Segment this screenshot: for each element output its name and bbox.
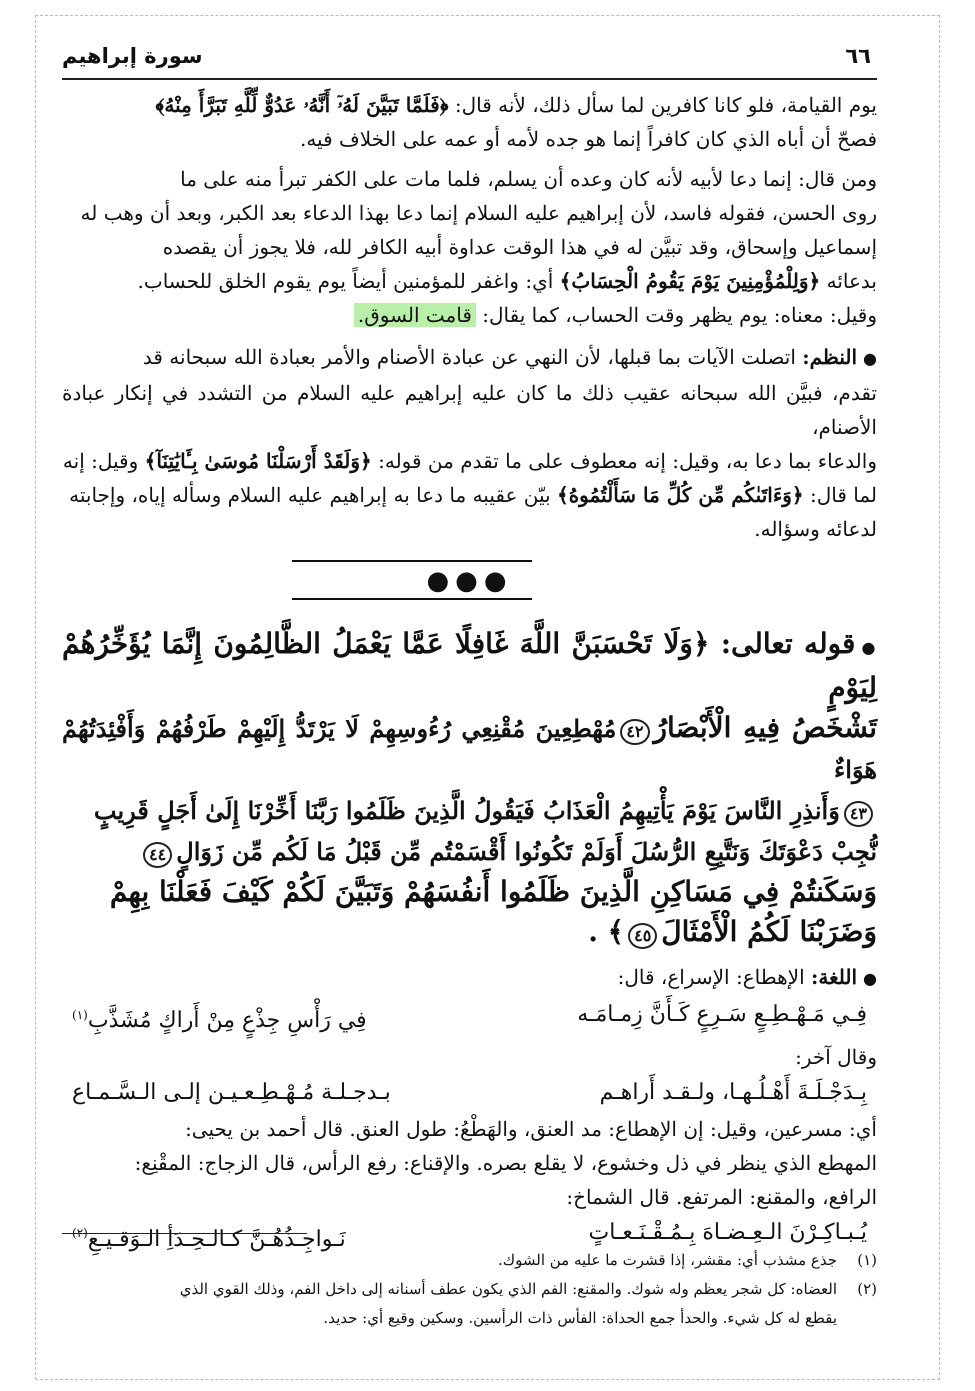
- footnote-number: [837, 1305, 877, 1332]
- text-span: بدعائه: [820, 269, 877, 293]
- verse-line: [62, 912, 877, 952]
- quran-quote: ﴿وَلَقَدْ أَرْسَلْنَا مُوسَىٰ بِـَٔايَٰتِنَآ﴾: [144, 449, 372, 473]
- text-line: [62, 960, 877, 996]
- footnote-text: العضاه: كل شجر يعظم وله شوك. والمقنع: الفم الذي يكون عطف أسنانه إلى داخل الفم، وذلك القوي الذي: [179, 1280, 837, 1298]
- text-line: فصحّ أن أباه الذي كان كافراً إنما هو جده لأمه أو عمه على الخلاف فيه.: [299, 127, 877, 151]
- commentary-top: [62, 80, 877, 332]
- page-number: ٦٦: [845, 44, 871, 68]
- text-line: تقدم، فبيَّن الله سبحانه عقيب ذلك ما كان عليه إبراهيم عليه السلام من التشدد في إنكار عبادة الأصنام،: [62, 381, 877, 439]
- bullet-icon: ●: [863, 349, 877, 368]
- book-page: [62, 38, 877, 1259]
- verse-text: ﴿وَلَا تَحْسَبَنَّ اللَّهَ غَافِلًا عَمَّا يَعْمَلُ الظَّالِمُونَ إِنَّمَا يُؤَخِّرُهُمْ لِيَوْمٍ: [62, 627, 877, 704]
- verse-text: وَضَرَبْنَا لَكُمُ الْأَمْثَالَ: [661, 915, 877, 948]
- section-divider: [62, 552, 877, 614]
- footnote-text: يقطع له كل شيء. والحدأ جمع الحداة: الفأس ذات الرأسين. وسكين وقيع أي: حديد.: [323, 1309, 837, 1327]
- text-span: وقيل: إنه: [62, 449, 145, 473]
- footnote-list: [62, 1233, 877, 1332]
- poem-verse: [62, 996, 877, 1040]
- poem-hemistich: [72, 996, 367, 1040]
- divider-dots: ●●●: [426, 566, 513, 596]
- surah-title: سورة إبراهيم: [62, 44, 203, 68]
- text-line: وقال آخر:: [795, 1045, 877, 1070]
- text-line: روى الحسن، فقوله فاسد، لأن إبراهيم عليه السلام إنما دعا بهذا الدعاء بعد الكبر، وبعد أن وهب له: [80, 201, 877, 225]
- text-line: [62, 264, 877, 298]
- text-line: [62, 478, 877, 512]
- section-label: قوله تعالى:: [720, 627, 856, 660]
- text-span: بيّن عقيبه ما دعا به إبراهيم عليه السلام وسأله إياه، وإجابته: [69, 483, 557, 507]
- verse-block: [62, 614, 877, 952]
- footnote-ref[interactable]: (٢): [72, 1226, 88, 1241]
- text-line: إسماعيل وإسحاق، وقد تبيَّن له في هذا الوقت عداوة أبيه الكافر لله، فلا يجوز أن يقصده: [162, 235, 877, 259]
- verse-text: ﴾ .: [588, 915, 625, 948]
- poem-text: نَـواجِـذُهُـنَّ كـالـحِـدَأِ الـوَقـيـعِ: [87, 1226, 346, 1252]
- footnote-number: (٢): [857, 1280, 877, 1298]
- poem-hemistich: فِـي مَـهْـطِـعٍ سَـرِعٍ كَـأَنَّ زِمـامَـه: [577, 1002, 867, 1027]
- ayah-number: ٤٤: [143, 842, 172, 868]
- quran-quote: ﴿فَلَمَّا تَبَيَّنَ لَهُۥٓ أَنَّهُۥ عَدُوٌّ لِّلَّهِ تَبَرَّأَ مِنْهُ﴾: [155, 93, 449, 117]
- verse-text: تَشْخَصُ فِيهِ الْأَبْصَارُ: [653, 711, 877, 744]
- poem-hemistich: بـدجـلـة مُـهْـطِـعـيـن إلـى الـسَّـمـاع: [72, 1080, 391, 1106]
- verse-line: [62, 708, 877, 790]
- lugha-section: [62, 952, 877, 1259]
- bullet-icon: ●: [863, 969, 877, 988]
- verse-line: [62, 624, 877, 708]
- text-span: اتصلت الآيات بما قبلها، لأن النهي عن عبادة الأصنام والأمر بعبادة الله سبحانه قد: [142, 345, 803, 369]
- footnote-number: (١): [857, 1251, 877, 1269]
- text-line: المهطع الذي ينظر في ذل وخشوع، لا يقلع بصره. والإقناع: رفع الرأس، قال الزجاج: المقْنِع:: [134, 1151, 877, 1176]
- footnote-ref[interactable]: (١): [72, 1008, 88, 1022]
- footnote-item: [62, 1245, 877, 1274]
- verse-text: نُّجِبْ دَعْوَتَكَ وَنَتَّبِعِ الرُّسُلَ أَوَلَمْ تَكُونُوا أَقْسَمْتُم مِّن قَبْلُ مَا لَكُم مِّن زَوَالٍ: [176, 837, 877, 866]
- quran-quote: ﴿وَءَاتَىٰكُم مِّن كُلِّ مَا سَأَلْتُمُوهُ﴾: [556, 483, 804, 507]
- divider-line: [292, 598, 532, 600]
- text-span: والدعاء بما دعا به، وقيل: إنه معطوف على ما تقدم من قوله:: [371, 449, 877, 473]
- section-label: النظم:: [802, 345, 858, 369]
- highlighted-text[interactable]: قامت السوق.: [354, 303, 476, 327]
- footnote-text: جذع مشذب أي: مقشر، إذا قشرت ما عليه من الشوك.: [497, 1251, 837, 1269]
- text-line: أي: مسرعين، وقيل: إن الإهطاع: مد العنق، والهَطْعُ: طول العنق. قال أحمد بن يحيى:: [185, 1117, 877, 1142]
- ayah-number: ٤٢: [620, 719, 649, 745]
- page-header: [62, 38, 877, 80]
- verse-text: وَأَنذِرِ النَّاسَ يَوْمَ يَأْتِيهِمُ الْعَذَابُ فَيَقُولُ الَّذِينَ ظَلَمُوا رَبَّنَا أَخِّرْنَا إِلَىٰ أَجَلٍ قَرِيبٍ: [93, 796, 840, 825]
- footnote-item: [62, 1274, 877, 1303]
- text-line: [62, 444, 877, 478]
- text-line: [62, 340, 877, 376]
- poem-verse: [62, 1074, 877, 1112]
- verse-line: [62, 790, 877, 831]
- verse-line: [62, 831, 877, 872]
- section-label: اللغة:: [811, 965, 858, 989]
- divider-line: [292, 560, 532, 562]
- footnotes: [62, 1233, 877, 1332]
- verse-line: وَسَكَنتُمْ فِي مَسَاكِنِ الَّذِينَ ظَلَمُوا أَنفُسَهُمْ وَتَبَيَّنَ لَكُمْ كَيْفَ فَعَلْنَا بِهِمْ: [109, 875, 877, 908]
- quran-quote: ﴿وَلِلْمُؤْمِنِينَ يَوْمَ يَقُومُ الْحِسَابُ﴾: [559, 269, 821, 293]
- ayah-number: ٤٥: [628, 923, 657, 949]
- ayah-number: ٤٣: [844, 801, 873, 827]
- text-span: وقيل: معناه: يوم يظهر وقت الحساب، كما يقال:: [475, 303, 877, 327]
- text-line: الرافع، والمقنع: المرتفع. قال الشماخ:: [566, 1185, 877, 1210]
- bullet-icon: ●: [861, 638, 877, 657]
- text-line: ومن قال: إنما دعا لأبيه لأنه كان وعده أن يسلم، فلما مات على الكفر تبرأ منه على ما: [180, 167, 877, 191]
- verse-text: مُهْطِعِينَ مُقْنِعِي رُءُوسِهِمْ لَا يَرْتَدُّ إِلَيْهِمْ طَرْفُهُمْ وَأَفْئِدَتُهُمْ هَوَاءٌ: [62, 714, 877, 784]
- text-span: يوم القيامة، فلو كانا كافرين لما سأل ذلك، لأنه قال:: [448, 93, 877, 117]
- footnote-item: [62, 1303, 877, 1332]
- text-line: [62, 298, 877, 332]
- footnote-rule: [62, 1233, 307, 1234]
- text-span: لما قال:: [803, 483, 877, 507]
- poem-hemistich: يُـبـاكِـرْنَ الـعِـضـاهَ بِـمُـقْـنَـعـاتٍ: [588, 1220, 867, 1246]
- text-span: الإهطاع: الإسراع، قال:: [617, 965, 811, 989]
- poem-text: فِي رَأْسِ جِذْعٍ مِنْ أَراكٍ مُشَذَّبِ: [87, 1008, 367, 1034]
- nazm-section: [62, 332, 877, 546]
- poem-hemistich: بِـدَجْـلَـةَ أَهْـلُـهـا، ولـقـد أَراهـم: [599, 1080, 867, 1106]
- text-line: لدعائه وسؤاله.: [754, 517, 877, 541]
- text-line: [62, 88, 877, 122]
- text-span: أي: واغفر للمؤمنين أيضاً يوم يقوم الخلق للحساب.: [137, 269, 560, 293]
